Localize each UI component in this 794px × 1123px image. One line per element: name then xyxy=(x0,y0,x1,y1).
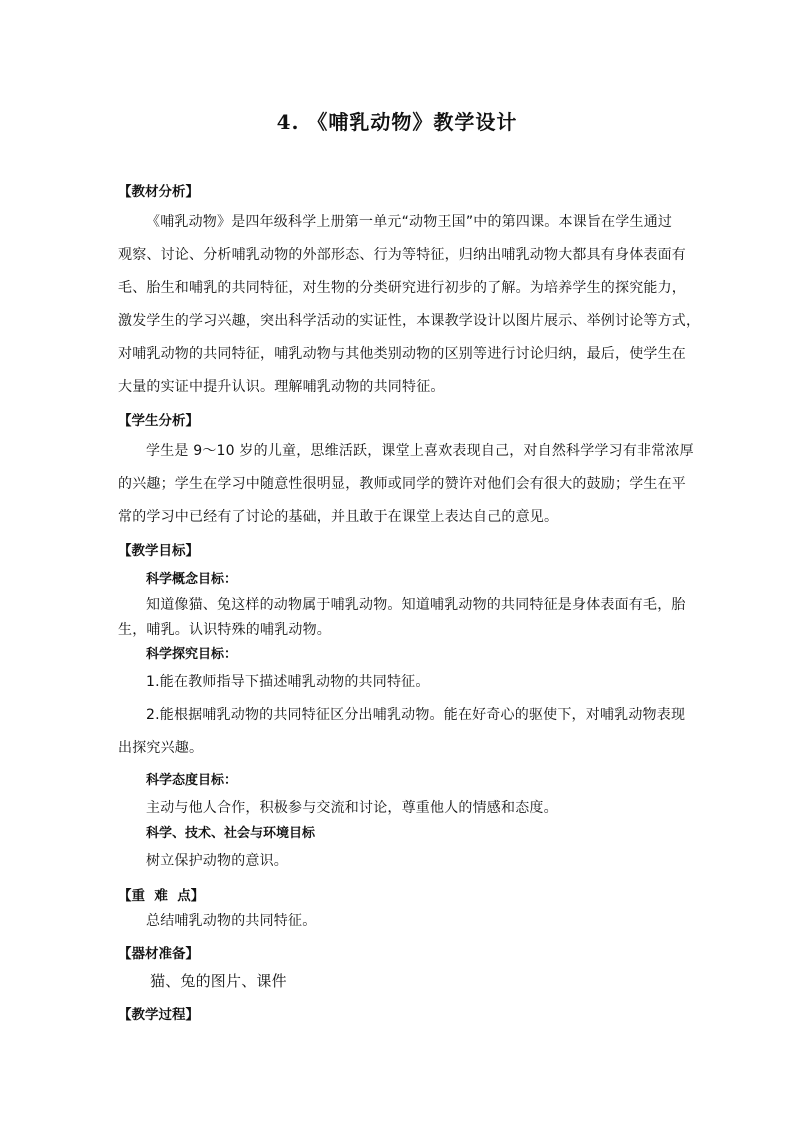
paragraph-line: 总结哺乳动物的共同特征。 xyxy=(146,913,317,929)
paragraph-line: 学生是 9～10 岁的儿童，思维活跃，课堂上喜欢表现自己，对自然科学学习有非常浓厚 xyxy=(146,443,694,459)
paragraph-line: 大量的实证中提升认识。理解哺乳动物的共同特征。 xyxy=(118,379,445,395)
subheading-stse-goals: 科学、技术、社会与环境目标 xyxy=(146,826,316,841)
heading-student-analysis: 【学生分析】 xyxy=(118,413,199,429)
paragraph-line: 常的学习中已经有了讨论的基础，并且敢于在课堂上表达自己的意见。 xyxy=(118,509,559,525)
paragraph-line: 主动与他人合作，积极参与交流和讨论，尊重他人的情感和态度。 xyxy=(146,800,558,816)
document-title: 4. 《哺乳动物》教学设计 xyxy=(276,110,518,134)
paragraph-line: 知道像猫、兔这样的动物属于哺乳动物。知道哺乳动物的共同特征是身体表面有毛，胎 xyxy=(146,597,686,613)
paragraph-line: 毛、胎生和哺乳的共同特征，对生物的分类研究进行初步的了解。为培养学生的探究能力， xyxy=(118,280,686,296)
heading-key-points: 【重 难 点】 xyxy=(118,888,205,904)
paragraph-line: 激发学生的学习兴趣，突出科学活动的实证性，本课教学设计以图片展示、举例讨论等方式， xyxy=(118,313,701,329)
paragraph-line: 2.能根据哺乳动物的共同特征区分出哺乳动物。能在好奇心的驱使下，对哺乳动物表现 xyxy=(146,707,686,723)
subheading-inquiry-goals: 科学探究目标： xyxy=(146,647,238,662)
heading-teaching-process: 【教学过程】 xyxy=(118,1007,199,1023)
paragraph-line: 树立保护动物的意识。 xyxy=(146,853,288,869)
heading-material-analysis: 【教材分析】 xyxy=(118,184,199,200)
paragraph-line: 猫、兔的图片、课件 xyxy=(150,972,287,990)
paragraph-line: 1.能在教师指导下描述哺乳动物的共同特征。 xyxy=(146,674,430,690)
paragraph-line: 观察、讨论、分析哺乳动物的外部形态、行为等特征，归纳出哺乳动物大都具有身体表面有 xyxy=(118,247,686,263)
paragraph-line: 《哺乳动物》是四年级科学上册第一单元“动物王国”中的第四课。本课旨在学生通过 xyxy=(146,214,673,230)
heading-teaching-goals: 【教学目标】 xyxy=(118,543,199,559)
heading-equipment: 【器材准备】 xyxy=(118,946,199,962)
paragraph-line: 出探究兴趣。 xyxy=(118,740,204,756)
paragraph-line: 生，哺乳。认识特殊的哺乳动物。 xyxy=(118,622,331,638)
subheading-attitude-goals: 科学态度目标： xyxy=(146,773,238,788)
subheading-concept-goals: 科学概念目标： xyxy=(146,572,238,587)
paragraph-line: 的兴趣；学生在学习中随意性很明显，教师或同学的赞许对他们会有很大的鼓励；学生在平 xyxy=(118,476,686,492)
paragraph-line: 对哺乳动物的共同特征，哺乳动物与其他类别动物的区别等进行讨论归纳，最后，使学生在 xyxy=(118,346,686,362)
